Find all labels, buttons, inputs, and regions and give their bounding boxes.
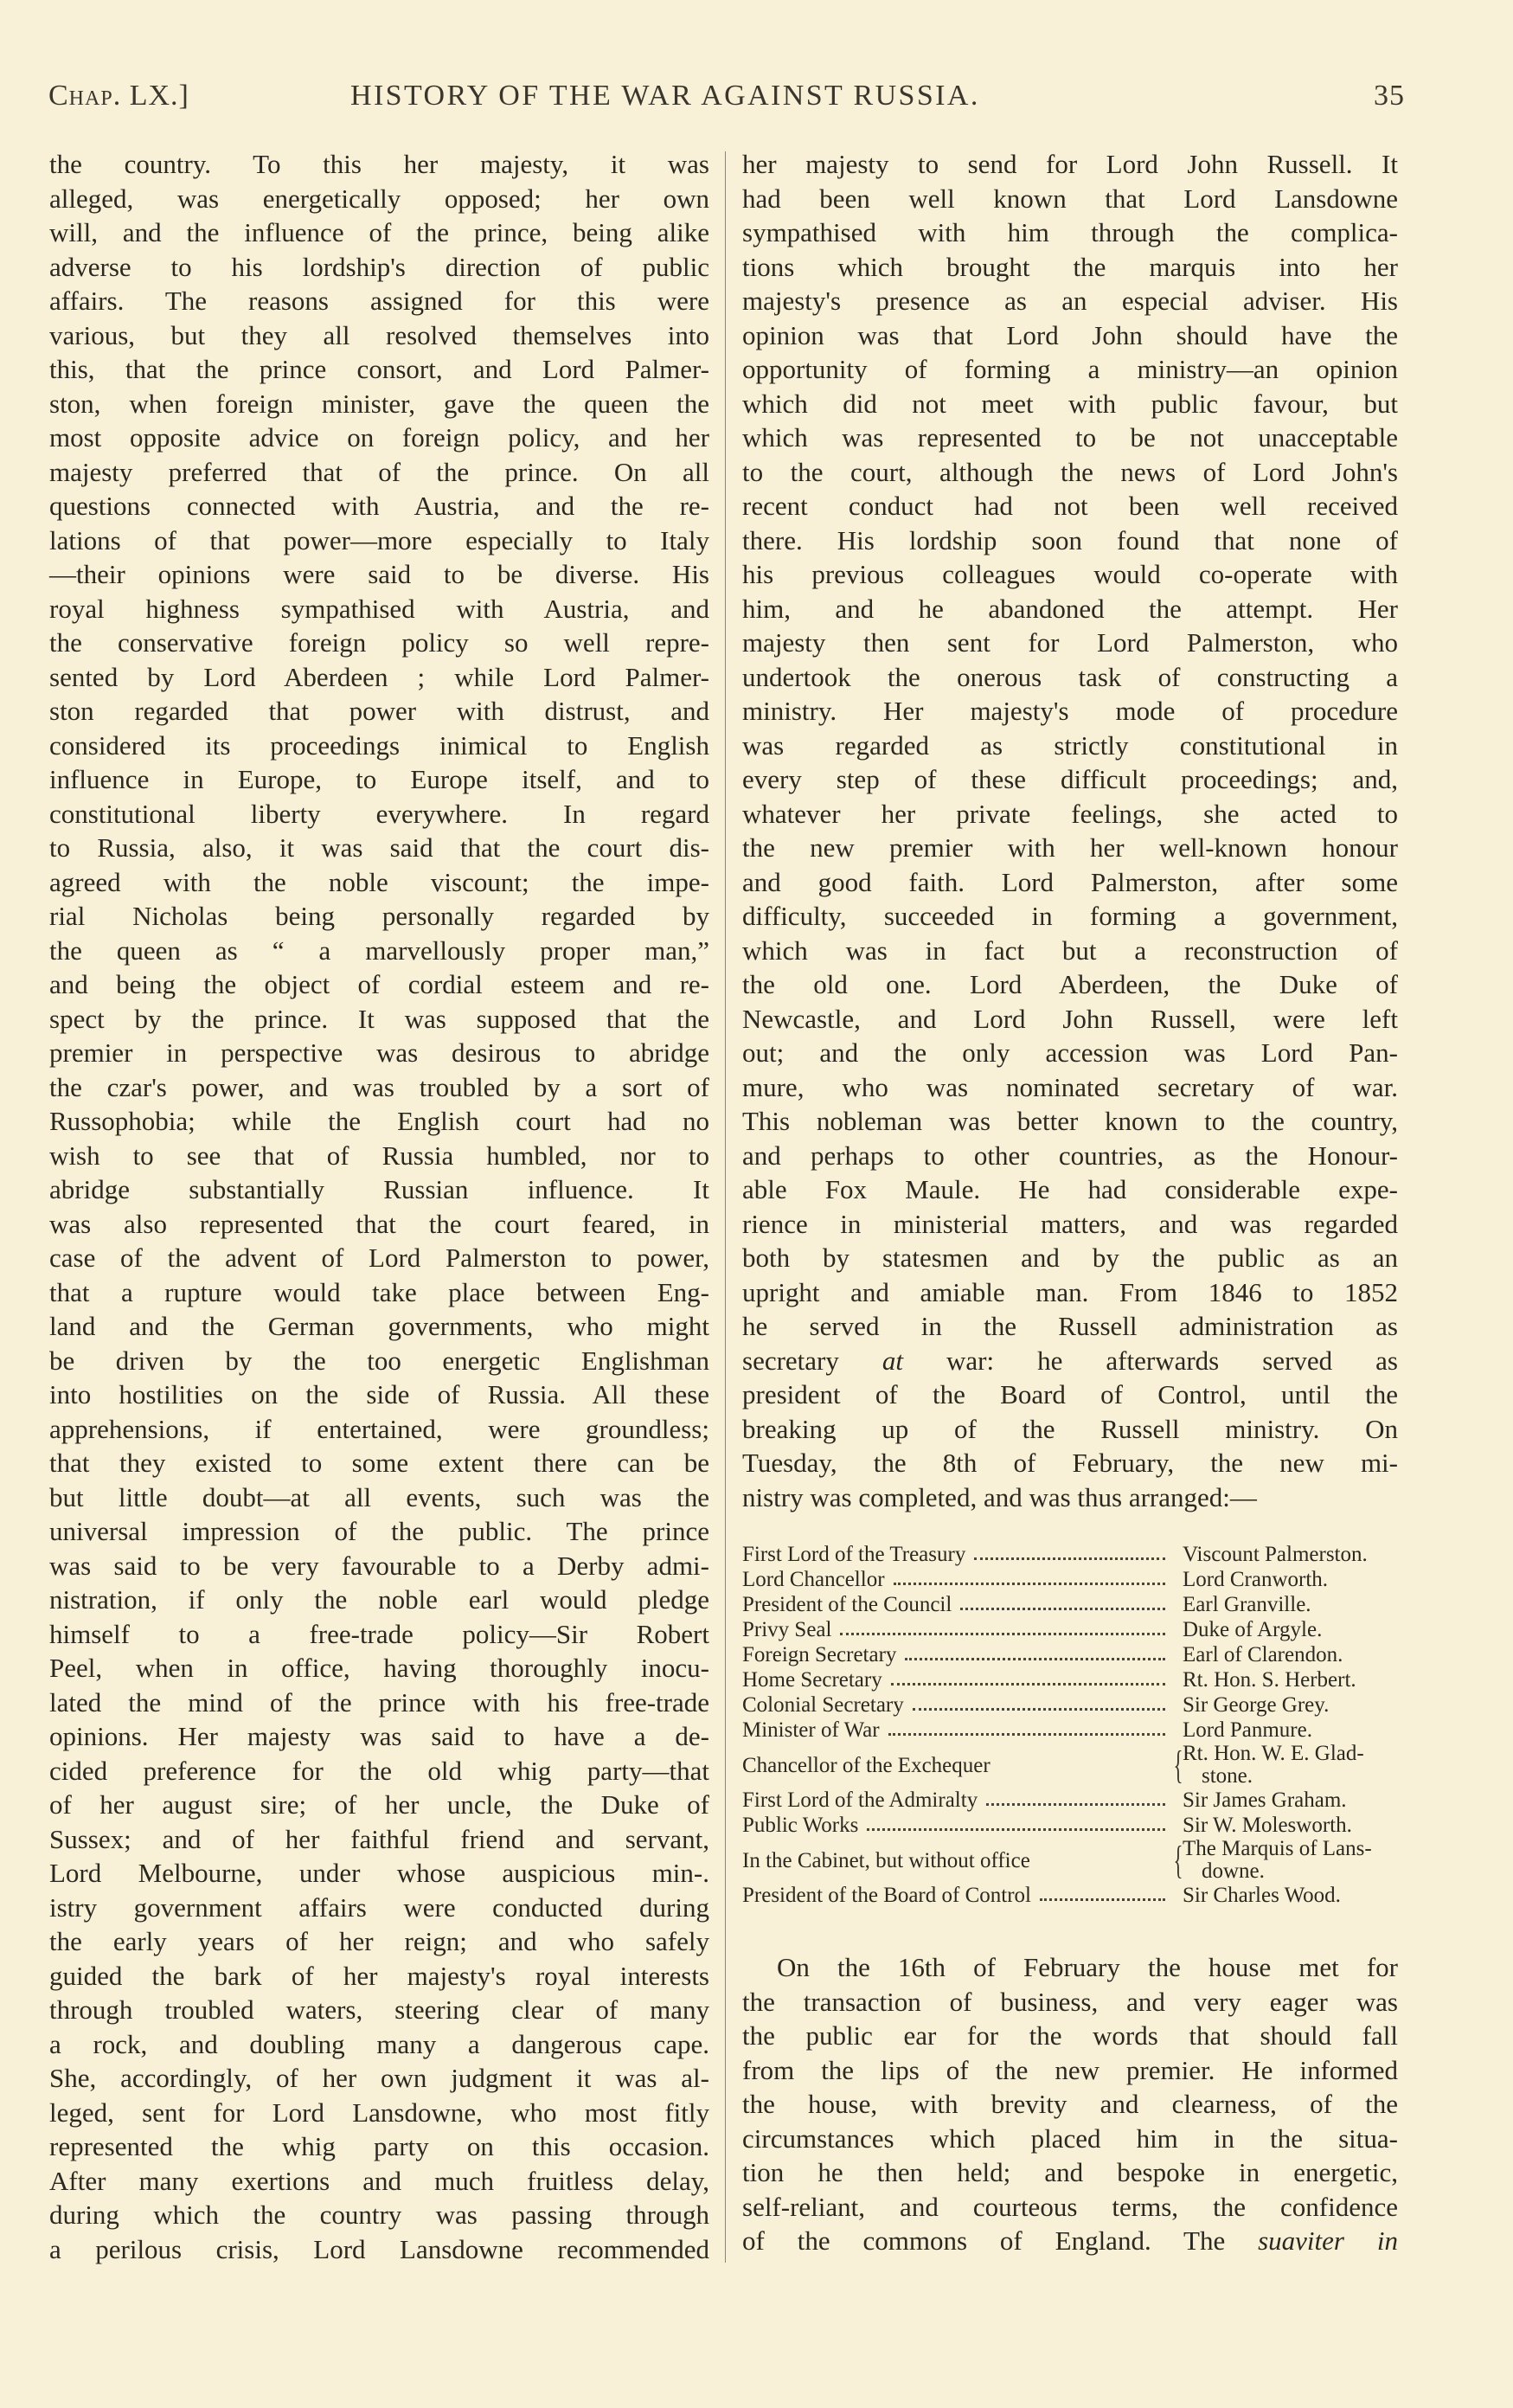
office-cell [742,1718,1170,1743]
text-line: Sussex; and of her faithful friend and servant, [49,1823,709,1854]
office-cell [742,1592,1170,1617]
text-line: adverse to his lordship's direction of public [49,251,709,282]
dot-leader [891,1682,1165,1686]
text-line: land and the German governments, who might [49,1311,709,1341]
text-line: questions connected with Austria, and the re- [49,491,709,521]
text-line: recent conduct had not been well received [742,491,1398,521]
text-line: he served in the Russell administration as [742,1311,1398,1341]
holder-name: Rt. Hon. W. E. Glad- [1183,1742,1364,1765]
text-line: and good faith. Lord Palmerston, after some [742,866,1398,897]
text-line: to Russia, also, it was said that the court dis- [49,832,709,863]
text-line: majesty preferred that of the prince. On all [49,456,709,487]
holder-name: Sir George Grey. [1183,1693,1330,1717]
text-line: mure, who was nominated secretary of war. [742,1071,1398,1102]
text-line: cided preference for the old whig party—that [49,1755,709,1786]
table-row [742,1788,1400,1813]
text-line: ston regarded that power with distrust, and [49,696,709,726]
text-line: tions which brought the marquis into her [742,251,1398,282]
holder-name: Sir Charles Wood. [1183,1884,1341,1907]
table-row [742,1692,1400,1718]
office-label: Home Secretary [742,1668,882,1692]
text-line: the early years of her reign; and who safely [49,1926,709,1956]
holder-name: Earl Granville. [1183,1593,1311,1616]
italic-text: at [882,1345,904,1376]
text-line: circumstances which placed him in the situa- [742,2122,1398,2154]
text-line: most opposite advice on foreign policy, and her [49,422,709,453]
page-number: 35 [1374,80,1405,112]
office-label: Minister of War [742,1718,880,1742]
holder-cell [1183,1718,1400,1743]
text-line: abridge substantially Russian influence. It [49,1174,709,1204]
italic-text: suaviter in [1258,2225,1398,2256]
text-line: —their opinions were said to be diverse. His [49,559,709,589]
text-line: leged, sent for Lord Lansdowne, who most fitly [49,2097,709,2128]
holder-cell [1183,1692,1400,1718]
dot-leader [913,1707,1165,1711]
office-label: First Lord of the Treasury [742,1543,966,1566]
dot-leader [905,1657,1165,1660]
office-label: President of the Board of Control [742,1884,1031,1907]
text-line: sympathised with him through the complica- [742,217,1398,247]
text-line: was regarded as strictly constitutional in [742,729,1398,761]
text-line: during which the country was passing through [49,2199,709,2230]
text-line: apprehensions, if entertained, were groundless; [49,1413,709,1444]
text-segment: of the commons of England. The [742,2225,1259,2256]
text-line: that they existed to some extent there can be [49,1448,709,1478]
text-line: of her august sire; of her uncle, the Duke of [49,1789,709,1820]
dot-leader [840,1632,1165,1635]
text-line: After many exertions and much fruitless delay, [49,2165,709,2196]
text-line: rience in ministerial matters, and was regarded [742,1208,1398,1239]
table-row [742,1592,1400,1617]
dot-leader [986,1802,1165,1806]
holder-name: Lord Panmure. [1183,1718,1312,1742]
office-cell [742,1567,1170,1592]
text-line: alleged, was energetically opposed; her own [49,183,709,214]
dot-leader [888,1732,1165,1736]
text-line: spect by the prince. It was supposed that the [49,1003,709,1034]
office-cell [742,1813,1170,1838]
dot-leader [1040,1898,1165,1901]
text-line: constitutional liberty everywhere. In regard [49,798,709,829]
text-line: the queen as “ a marvellously proper man,” [49,934,709,966]
text-line: difficulty, succeeded in forming a government, [742,901,1398,931]
text-line: a rock, and doubling many a dangerous cape. [49,2028,709,2059]
text-line: istry government affairs were conducted during [49,1891,709,1923]
text-line: royal highness sympathised with Austria, and [49,593,709,624]
text-line: influence in Europe, to Europe itself, and to [49,764,709,794]
right-column [742,147,1398,1514]
office-label: Privy Seal [742,1618,832,1641]
text-line: nistry was completed, and was thus arranged:— [742,1481,1257,1512]
holder-name: Lord Cranworth. [1183,1568,1329,1591]
text-line: lations of that power—more especially to Italy [49,524,709,555]
text-line: opportunity of forming a ministry—an opinion [742,354,1398,384]
text-line: had been well known that Lord Lansdowne [742,183,1398,214]
office-cell [742,1542,1170,1567]
text-line: his previous colleagues would co-operate with [742,559,1398,589]
office-cell [742,1788,1170,1813]
text-line: that a rupture would take place between Eng- [49,1276,709,1307]
chapter-heading: Chap. LX.] [48,80,189,112]
text-line: every step of these difficult proceedings; and, [742,764,1398,794]
text-line: Tuesday, the 8th of February, the new mi- [742,1448,1398,1478]
text-line: This nobleman was better known to the country, [742,1106,1398,1136]
text-line: the transaction of business, and very eager was [742,1986,1398,2017]
text-line: undertook the onerous task of constructing a [742,661,1398,692]
text-segment: secretary [742,1345,882,1376]
text-line: both by statesmen and by the public as an [742,1243,1398,1273]
text-line: a perilous crisis, Lord Lansdowne recommended [49,2233,709,2264]
text-line: was also represented that the court feared, in [49,1208,709,1239]
brace-icon: { [1173,1838,1183,1882]
text-line: sented by Lord Aberdeen ; while Lord Palmer- [49,661,709,692]
text-line: this, that the prince consort, and Lord Palmer- [49,354,709,384]
office-label: Public Works [742,1814,859,1837]
text-line: which was in fact but a reconstruction of [742,934,1398,966]
holder-cell [1183,1667,1400,1692]
text-line: Peel, when in office, having thoroughly inocu- [49,1653,709,1683]
text-line: her majesty to send for Lord John Russell. It [742,149,1398,179]
text-line: majesty then sent for Lord Palmerston, who [742,627,1398,658]
text-line: ston, when foreign minister, gave the queen the [49,388,709,419]
text-line: through troubled waters, steering clear of many [49,1994,709,2025]
holder-name: Duke of Argyle. [1183,1618,1323,1641]
text-line: was said to be very favourable to a Derby admi- [49,1550,709,1581]
text-line: able Fox Maule. He had considerable expe- [742,1174,1398,1204]
text-line: into hostilities on the side of Russia. All these [49,1379,709,1409]
holder-name: downe. [1202,1859,1265,1883]
office-cell [742,1692,1170,1718]
text-line: premier in perspective was desirous to abridge [49,1037,709,1068]
holder-cell [1183,1838,1400,1883]
text-line: the old one. Lord Aberdeen, the Duke of [742,969,1398,999]
holder-name: stone. [1202,1764,1253,1788]
text-line [742,1344,1398,1378]
office-label: Lord Chancellor [742,1568,885,1591]
text-line [742,2224,1398,2258]
text-line: from the lips of the new premier. He informed [742,2054,1398,2085]
table-row [742,1838,1400,1883]
text-line: and being the object of cordial esteem and re- [49,969,709,999]
text-line: She, accordingly, of her own judgment it was al- [49,2063,709,2093]
text-line: opinions. Her majesty was said to have a de- [49,1721,709,1751]
text-line: be driven by the too energetic Englishman [49,1345,709,1376]
table-row [742,1642,1400,1667]
text-line: Russophobia; while the English court had no [49,1106,709,1136]
table-row [742,1567,1400,1592]
text-line: breaking up of the Russell ministry. On [742,1413,1398,1444]
cabinet-table [742,1542,1400,1908]
column-divider [725,151,726,2263]
text-line: agreed with the noble viscount; the impe- [49,866,709,897]
table-row [742,1617,1400,1642]
table-row [742,1743,1400,1788]
office-cell [742,1848,1170,1873]
dot-leader [867,1827,1165,1831]
text-line: the house, with brevity and clearness, of the [742,2089,1398,2119]
holder-cell [1183,1542,1400,1567]
text-line: lated the mind of the prince with his free-trade [49,1686,709,1718]
text-line: tion he then held; and bespoke in energetic, [742,2157,1398,2187]
left-column [49,147,709,2266]
office-cell [742,1883,1170,1908]
text-line: will, and the influence of the prince, being alike [49,217,709,247]
holder-name: The Marquis of Lans- [1183,1837,1372,1860]
text-line: various, but they all resolved themselves into [49,319,709,350]
holder-name: Sir James Graham. [1183,1788,1347,1812]
text-line: the new premier with her well-known honour [742,832,1398,863]
office-label: In the Cabinet, but without office [742,1848,1030,1872]
text-line: but little doubt—at all events, such was the [49,1481,709,1512]
running-title: HISTORY OF THE WAR AGAINST RUSSIA. [350,80,980,112]
text-line: Lord Melbourne, under whose auspicious min-. [49,1858,709,1888]
office-cell [742,1753,1170,1778]
text-line: self-reliant, and courteous terms, the confidence [742,2191,1398,2222]
text-line: universal impression of the public. The prince [49,1516,709,1546]
text-line: case of the advent of Lord Palmerston to power, [49,1243,709,1273]
holder-name: Viscount Palmerston. [1183,1543,1368,1566]
office-label: Foreign Secretary [742,1643,897,1666]
holder-cell [1183,1883,1400,1908]
text-line: affairs. The reasons assigned for this were [49,286,709,316]
text-line: there. His lordship soon found that none of [742,524,1398,555]
table-row [742,1813,1400,1838]
text-line: opinion was that Lord John should have the [742,319,1398,350]
text-line: wish to see that of Russia humbled, nor to [49,1140,709,1171]
text-line: majesty's presence as an especial adviser. His [742,286,1398,316]
text-line: ministry. Her majesty's mode of procedure [742,696,1398,726]
text-line: rial Nicholas being personally regarded by [49,901,709,931]
office-cell [742,1667,1170,1692]
text-line: upright and amiable man. From 1846 to 1852 [742,1276,1398,1307]
text-line: nistration, if only the noble earl would pledge [49,1584,709,1615]
text-line: to the court, although the news of Lord John's [742,456,1398,487]
holder-name: Earl of Clarendon. [1183,1643,1343,1666]
after-table-paragraph [742,1950,1398,2258]
holder-cell [1183,1788,1400,1813]
holder-cell [1183,1567,1400,1592]
text-line: represented the whig party on this occasion. [49,2131,709,2161]
text-line: Newcastle, and Lord John Russell, were left [742,1003,1398,1034]
holder-cell [1183,1592,1400,1617]
brace-icon: { [1173,1743,1183,1787]
text-line: On the 16th of February the house met for [777,1952,1398,1982]
table-row [742,1542,1400,1567]
holder-cell [1183,1642,1400,1667]
office-cell [742,1642,1170,1667]
dot-leader [974,1557,1165,1560]
text-line: which did not meet with public favour, but [742,388,1398,419]
dot-leader [894,1582,1165,1585]
table-row [742,1883,1400,1908]
text-line: guided the bark of her majesty's royal interests [49,1960,709,1991]
dot-leader [960,1607,1165,1610]
holder-cell [1183,1813,1400,1838]
text-line: and perhaps to other countries, as the Honour- [742,1140,1398,1171]
text-line: himself to a free-trade policy—Sir Robert [49,1618,709,1649]
table-row [742,1667,1400,1692]
office-label: Colonial Secretary [742,1693,904,1717]
text-line: which was represented to be not unacceptable [742,422,1398,453]
text-line: the czar's power, and was troubled by a sort of [49,1071,709,1102]
holder-cell [1183,1617,1400,1642]
text-line: whatever her private feelings, she acted to [742,798,1398,829]
holder-cell [1183,1743,1400,1788]
text-line: the public ear for the words that should fall [742,2020,1398,2051]
office-label: Chancellor of the Exchequer [742,1753,991,1777]
holder-name: Rt. Hon. S. Herbert. [1183,1668,1356,1692]
text-line: considered its proceedings inimical to English [49,729,709,761]
text-line: president of the Board of Control, until the [742,1379,1398,1409]
text-segment: war: he afterwards served as [903,1345,1398,1376]
text-line: the conservative foreign policy so well repre- [49,627,709,658]
text-line: the country. To this her majesty, it was [49,149,709,179]
office-label: First Lord of the Admiralty [742,1788,978,1812]
office-label: President of the Council [742,1593,952,1616]
text-line: him, and he abandoned the attempt. Her [742,593,1398,624]
office-cell [742,1617,1170,1642]
text-line: out; and the only accession was Lord Pan- [742,1037,1398,1068]
holder-name: Sir W. Molesworth. [1183,1814,1352,1837]
table-row [742,1718,1400,1743]
